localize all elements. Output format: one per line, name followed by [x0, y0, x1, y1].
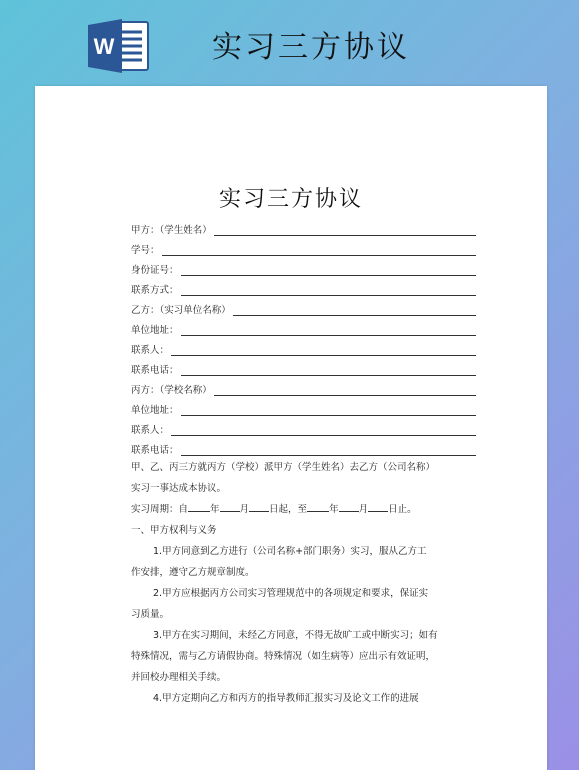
- clause-line: 3.甲方在实习期间，未经乙方同意，不得无故旷工或中断实习；如有: [153, 630, 438, 641]
- banner: [0, 0, 579, 86]
- clause-line: 1.甲方同意到乙方进行（公司名称+部门职务）实习，服从乙方工: [153, 546, 427, 557]
- period-month-start: 月: [239, 504, 250, 515]
- intro-line-1: 甲、乙、丙三方就丙方（学校）派甲方（学生姓名）去乙方（公司名称）: [131, 462, 436, 473]
- period-day-end: 日止。: [388, 504, 417, 515]
- field-label: 学号：: [131, 245, 160, 256]
- period-year-end: 年: [329, 504, 339, 515]
- field-label: 联系方式：: [131, 285, 179, 296]
- clause-line: 习质量。: [131, 609, 170, 620]
- field-party-c-address: [131, 402, 476, 416]
- field-label: 联系电话：: [131, 365, 179, 376]
- intro-line-2: 实习一事达成本协议。: [131, 483, 227, 494]
- field-id-number: [131, 262, 476, 276]
- word-icon-letter: W: [93, 34, 115, 59]
- clause-line: 并回校办理相关手续。: [131, 672, 227, 683]
- blank-line[interactable]: [368, 501, 388, 512]
- field-label: 乙方：（实习单位名称）: [131, 305, 231, 316]
- blank-line[interactable]: [171, 344, 476, 356]
- blank-line[interactable]: [162, 244, 476, 256]
- blank-line[interactable]: [181, 404, 476, 416]
- blank-line[interactable]: [214, 384, 476, 396]
- field-label: 单位地址：: [131, 405, 179, 416]
- internship-period: [131, 499, 477, 520]
- word-document-icon: [86, 18, 150, 74]
- intro-paragraph: [131, 457, 477, 499]
- clause-1: [131, 541, 477, 583]
- blank-line[interactable]: [214, 224, 476, 236]
- document-title: 实习三方协议: [218, 187, 363, 212]
- blank-line[interactable]: [188, 501, 210, 512]
- field-party-c-contact-person: [131, 422, 476, 436]
- blank-line[interactable]: [220, 501, 240, 512]
- period-month-end: 月: [358, 504, 369, 515]
- period-year-start: 年: [210, 504, 220, 515]
- clause-line: 作安排，遵守乙方规章制度。: [131, 567, 255, 578]
- banner-title: 实习三方协议: [212, 30, 410, 65]
- field-label: 丙方：（学校名称）: [131, 385, 212, 396]
- clause-line: 特殊情况，需与乙方请假协商。特殊情况（如生病等）应出示有效证明，: [131, 651, 436, 662]
- field-party-b-contact-person: [131, 342, 476, 356]
- field-label: 甲方：（学生姓名）: [131, 225, 212, 236]
- field-label: 联系人：: [131, 425, 170, 436]
- blank-line[interactable]: [181, 284, 476, 296]
- blank-line[interactable]: [181, 324, 476, 336]
- blank-line[interactable]: [171, 424, 476, 436]
- blank-line[interactable]: [181, 444, 476, 456]
- blank-line[interactable]: [233, 304, 476, 316]
- field-label: 身份证号：: [131, 265, 179, 276]
- field-party-c-phone: [131, 442, 476, 456]
- field-party-b-phone: [131, 362, 476, 376]
- blank-line[interactable]: [181, 264, 476, 276]
- blank-line[interactable]: [339, 501, 359, 512]
- field-student-id: [131, 242, 476, 256]
- period-day-start: 日起，至: [269, 504, 308, 515]
- clause-2: [131, 583, 477, 625]
- field-contact: [131, 282, 476, 296]
- blank-line[interactable]: [307, 501, 329, 512]
- field-party-b-name: [131, 302, 476, 316]
- clause-line: 4.甲方定期向乙方和丙方的指导教师汇报实习及论文工作的进展: [153, 693, 419, 704]
- field-label: 联系电话：: [131, 445, 179, 456]
- field-party-b-address: [131, 322, 476, 336]
- period-prefix: 实习周期：自: [131, 504, 189, 515]
- clause-4: [131, 688, 477, 709]
- clause-line: 2.甲方应根据丙方公司实习管理规范中的各项规定和要求，保证实: [153, 588, 429, 599]
- blank-line[interactable]: [249, 501, 269, 512]
- clause-3: [131, 625, 477, 688]
- field-label: 联系人：: [131, 345, 170, 356]
- field-party-a-name: [131, 222, 476, 236]
- field-label: 单位地址：: [131, 325, 179, 336]
- section-heading: 一、甲方权利与义务: [131, 525, 217, 536]
- blank-line[interactable]: [181, 364, 476, 376]
- field-party-c-name: [131, 382, 476, 396]
- document-page: [35, 86, 547, 770]
